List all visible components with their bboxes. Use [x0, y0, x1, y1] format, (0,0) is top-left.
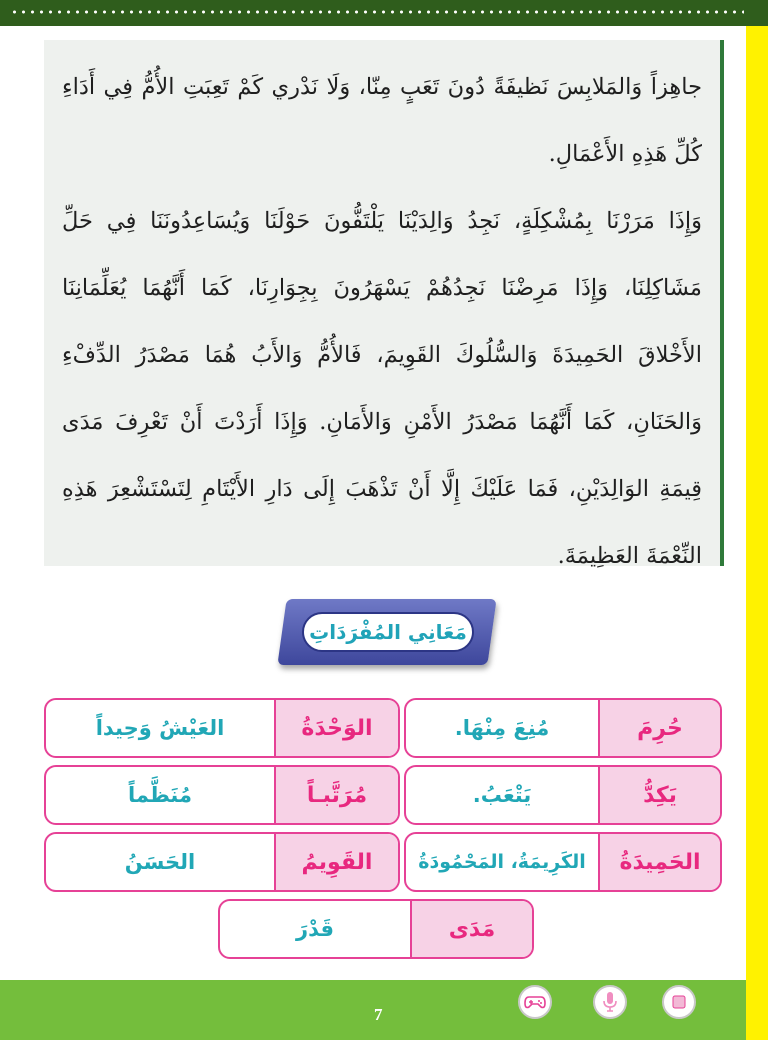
vocab-cell	[404, 832, 722, 892]
bottom-bar	[0, 980, 746, 1040]
game-button[interactable]	[518, 985, 552, 1019]
vocab-meaning: قَدْرَ	[296, 917, 334, 941]
vocab-heading	[302, 612, 474, 652]
vocab-cell	[44, 765, 400, 825]
vocab-word: يَكِدُّ	[598, 767, 720, 823]
vocab-cell	[218, 899, 534, 959]
vocab-word: الحَمِيدَةُ	[598, 834, 720, 890]
record-button[interactable]	[593, 985, 627, 1019]
vocab-meaning: مُنِعَ مِنْهَا.	[454, 716, 550, 740]
vocab-word: مَدَى	[410, 901, 532, 957]
vocab-word: مُرَتَّبـاً	[274, 767, 398, 823]
stop-button[interactable]	[662, 985, 696, 1019]
passage-paragraph-1: جاهِزاً وَالمَلابِسَ نَظيفَةً دُونَ تَعَبٍ مِنّا، وَلَا نَدْري كَمْ تَعِبَتِ الأُمُّ فِي أَدَاءِ كُلِّ هَذِهِ الأَعْمَالِ.	[62, 74, 702, 167]
microphone-icon	[602, 991, 618, 1013]
vocab-meaning: الكَرِيمَةُ، المَحْمُودَةُ	[418, 851, 586, 873]
vocab-cell	[404, 698, 722, 758]
vocab-word: القَوِيمُ	[274, 834, 398, 890]
dotted-line	[10, 10, 744, 14]
vocab-meaning: مُنَظَّماً	[128, 783, 192, 807]
vocab-word: حُرِمَ	[598, 700, 720, 756]
side-stripe	[746, 26, 768, 1040]
vocab-meaning: الحَسَنُ	[124, 850, 196, 874]
gamepad-icon	[524, 994, 546, 1010]
passage-text	[62, 54, 702, 590]
passage-paragraph-2: وَإِذَا مَرَرْنَا بِمُشْكِلَةٍ، نَجِدُ وَالِدَيْنَا يَلْتَفُّونَ حَوْلَنَا وَيُسَاعِدُونَنَا فِي حَلِّ مَشَاكِلِنَا، وَإِذَا مَرِضْنَا نَجِدُهُمْ يَسْهَرُونَ بِجِوَارِنَا، كَمَا أَنَّهُمَا يُعَلِّمَانِنَا الأَخْلاقَ الحَمِيدَةَ وَالسُّلُوكَ القَوِيمَ، فَالأُمُّ وَالأَبُ هُمَا مَصْدَرُ الدِّفْءِ وَالحَنَانِ، كَمَا أَنَّهُمَا مَصْدَرُ الأَمْنِ وَالأَمَانِ. وَإِذَا أَرَدْتَ أَنْ تَعْرِفَ مَدَى قِيمَةِ الوَالِدَيْنِ، فَمَا عَلَيْكَ إِلَّا أَنْ تَذْهَبَ إِلَى دَارِ الأَيْتَامِ لِتَسْتَشْعِرَ هَذِهِ النِّعْمَةَ العَظِيمَةَ.	[62, 208, 702, 569]
vocab-meaning: يَتْعَبُ.	[472, 783, 532, 807]
vocab-cell	[44, 832, 400, 892]
top-band	[0, 0, 768, 26]
stop-icon	[671, 994, 687, 1010]
page-number: 7	[374, 1005, 383, 1024]
vocab-cell	[404, 765, 722, 825]
vocab-word: الوَحْدَةُ	[274, 700, 398, 756]
vocab-heading-title: مَعَانِي المُفْرَدَاتِ	[309, 620, 467, 644]
vocab-cell	[44, 698, 400, 758]
reading-passage	[44, 40, 724, 569]
vocab-meaning: العَيْشُ وَحِيداً	[95, 716, 225, 740]
